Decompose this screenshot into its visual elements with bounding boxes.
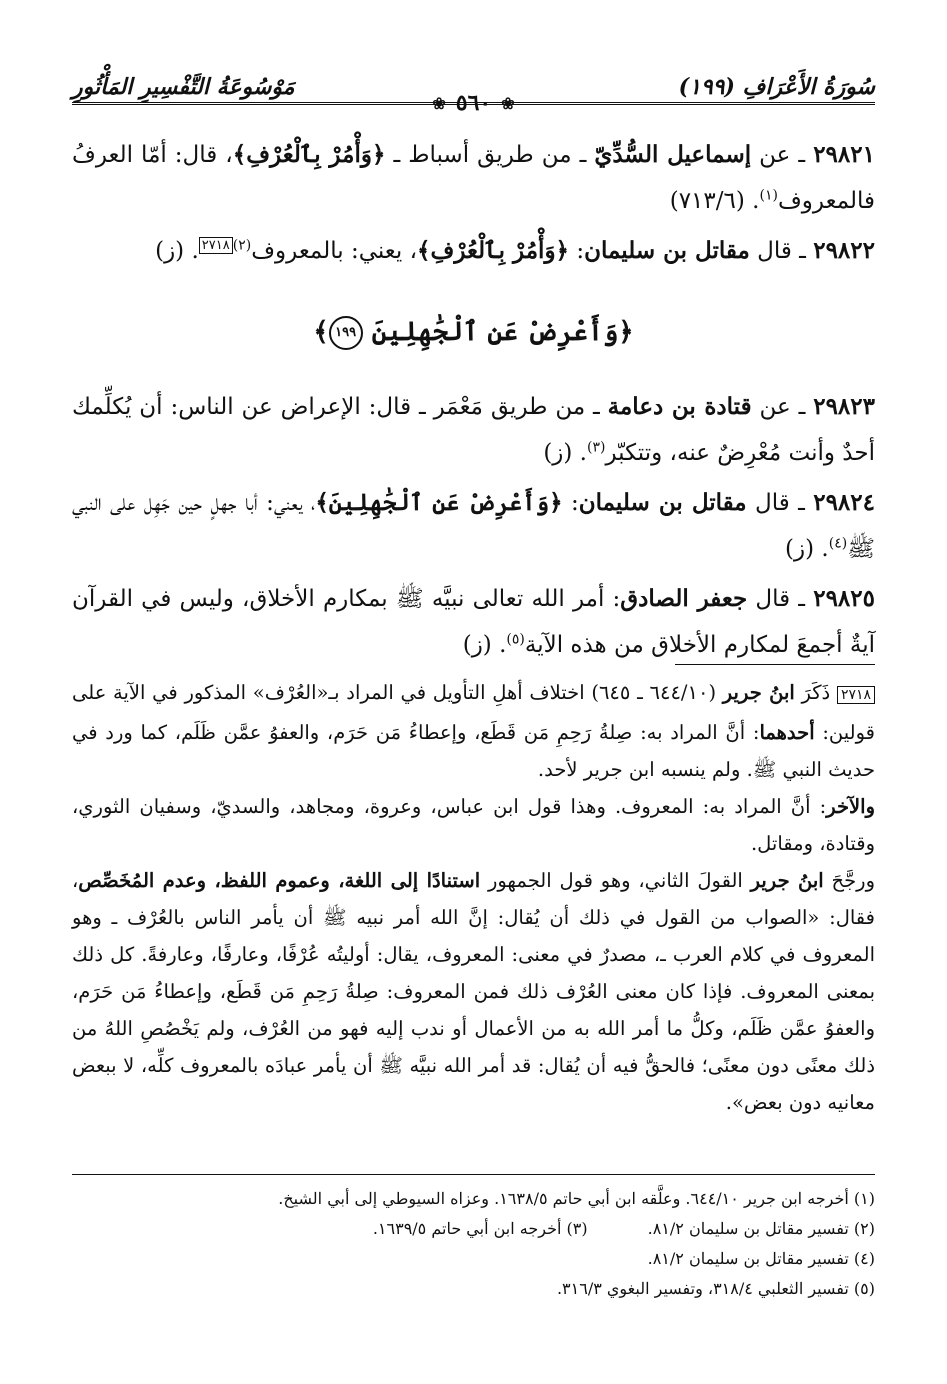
book-title: مَوْسُوعَةُ التَّفْسِيرِ المَأْثُورِ <box>72 74 295 100</box>
footnote-ref[interactable]: (٥) <box>506 631 525 648</box>
narration-29824 <box>72 480 875 572</box>
text: ، فقال: «الصواب من القول في ذلك أن يُقال: إنَّ الله أمر نبيه ﷺ أن يأمر الناس بالعُرْف ـ وهو المعروف في كلام العرب ـ، مصدرٌ في معنى: المعروف، يقال: أوليتُه عُرْفًا، وعارفًا، وعارفةً. كل ذلك بمعنى المعروف. فإذا كان معنى العُرْف ذلك فمن المعروف: صِلةُ رَحِمِ مَن قَطَع، وإعطاءُ مَن حَرَم، والعفوُ عمَّن ظَلَم، وكلُّ ما أمر الله به من الأعمال أو ندب إليه فهو من العُرْف، ولم يَخْصُصِ اللهُ من ذلك معنًى دون معنًى؛ فالحقُّ فيه أن يُقال: قد أمر الله نبيَّه ﷺ أن يأمر عبادَه بالمعروف كلِّه، لا ببعض معانيه دون بعض». <box>72 869 875 1114</box>
text: : أمر الله تعالى نبيَّه ﷺ بمكارم الأخلاق، وليس في القرآن آيةٌ أجمعَ لمكارم الأخلاق من هذه الآية <box>72 586 875 658</box>
footnote-row <box>72 1214 875 1244</box>
footnote-4: (٤) تفسير مقاتل بن سليمان ٨١/٢. <box>647 1249 875 1268</box>
commentary-divider <box>675 664 875 665</box>
quran-quote: ﴿وَأْمُرْ بِٱلْعُرْفِ﴾ <box>417 237 570 264</box>
footnotes-block <box>72 1184 875 1304</box>
commentary-block <box>72 674 875 1121</box>
commentary-para-3 <box>72 862 875 1121</box>
text: ـ من طريق أسباط ـ <box>385 142 595 168</box>
scholar-name: ابنُ جرير <box>722 681 795 704</box>
text: : <box>569 238 585 264</box>
commentary-para-2 <box>72 788 875 862</box>
text: . (ز) <box>462 632 507 658</box>
text: ، قال: أمّا العرفُ فالمعروف <box>72 142 875 214</box>
footnote-3: (٣) أخرجه ابن أبي حاتم ١٦٣٩/٥. <box>372 1219 588 1238</box>
commentary-number-box: ٢٧١٨ <box>837 686 875 704</box>
text: ـ من طريق مَعْمَر ـ قال: الإعراض عن الناس: أن يُكلِّمك أحدٌ وأنت مُعْرِضٌ عنه، وتتكبّر <box>72 394 875 466</box>
ornament-icon: ❀ <box>501 93 515 113</box>
scholar-name: ابنُ جرير <box>750 869 824 892</box>
narration-number: ٢٩٨٢٤ <box>813 489 875 516</box>
narrator-name: جعفر الصادق <box>620 585 748 612</box>
narration-29822 <box>72 228 875 274</box>
narration-29821 <box>72 132 875 224</box>
narration-number: ٢٩٨٢١ <box>813 141 875 168</box>
text: . (ز) <box>155 238 199 264</box>
narration-29823 <box>72 384 875 476</box>
text: : أنَّ المراد به: صِلةُ رَحِمِ مَن قَطَع، وإعطاءُ مَن حَرَم، والعفوُ عمَّن ظَلَم، كما ورد في حديث النبي ﷺ. ولم ينسبه ابن جرير لأحد. <box>72 721 875 781</box>
page-number: ٥٦٠ <box>455 90 492 116</box>
footnote-1: (١) أخرجه ابن جرير ٦٤٤/١٠. وعلَّقه ابن أبي حاتم ١٦٣٨/٥. وعزاه السيوطي إلى أبي الشيخ. <box>278 1189 875 1208</box>
second-view-label: والآخر <box>826 795 875 818</box>
text: ورجَّحَ <box>823 869 875 892</box>
narrations-block-2 <box>72 384 875 668</box>
ornament-icon: ❀ <box>432 93 446 113</box>
page-header <box>72 60 875 116</box>
text: القولَ الثاني، وهو قول الجمهور <box>480 869 751 892</box>
text: : أنَّ المراد به: المعروف. وهذا قول ابن عباس، وعروة، ومجاهد، والسديّ، وسفيان الثوري، وقتادة، ومقاتل. <box>72 795 875 855</box>
preference-reason: استنادًا إلى اللغة، وعموم اللفظ، وعدم المُخَصِّص <box>78 869 481 892</box>
narrator-name: قتادة بن دعامة <box>607 393 752 420</box>
surah-title: سُورَةُ الأَعْرَافِ (١٩٩) <box>678 74 875 100</box>
text: ـ قال <box>746 490 814 516</box>
text: . (٧١٣/٦) <box>669 188 760 214</box>
quran-quote: ﴿وَأْمُرْ بِٱلْعُرْفِ﴾ <box>232 141 386 168</box>
narrations-block-1 <box>72 132 875 274</box>
narration-number: ٢٩٨٢٥ <box>813 585 875 612</box>
footnote-2: (٢) تفسير مقاتل بن سليمان ٨١/٢. <box>647 1219 875 1238</box>
footnote-ref[interactable]: (٢) <box>232 237 252 254</box>
text: : <box>562 490 579 516</box>
text: (٦٤٤/١٠ ـ ٦٤٥) اختلاف أهلِ التأويل في المراد بـ«العُرْف» المذكور في الآية على قولين: <box>72 681 875 744</box>
ayah-close: ﴾ <box>313 317 329 347</box>
footnote-5: (٥) تفسير الثعلبي ٣١٨/٤، وتفسير البغوي ٣١٦/٣. <box>556 1279 875 1298</box>
text: ، يعني: أبا جهلٍ حين جَهِل على النبي ﷺ <box>72 490 875 562</box>
ayah-number-mark: ١٩٩ <box>329 316 363 350</box>
commentary-para-1 <box>72 674 875 788</box>
ayah-heading <box>72 316 875 350</box>
narration-number: ٢٩٨٢٢ <box>813 237 875 264</box>
text: . (ز) <box>543 440 587 466</box>
text: . (ز) <box>785 536 829 562</box>
text: ذَكَرَ <box>794 681 837 704</box>
text: ـ قال <box>747 586 814 612</box>
text: ، يعني: بالمعروف <box>251 238 418 264</box>
footnotes-divider <box>72 1174 875 1175</box>
header-divider <box>72 102 875 105</box>
first-view-label: أحدهما <box>759 721 815 744</box>
quran-quote: ﴿وَأَعْرِضْ عَنِ ٱلْجَٰهِلِينَ﴾ <box>315 489 563 516</box>
footnote-ref[interactable]: (٣) <box>587 439 606 456</box>
text: ـ قال <box>749 238 814 264</box>
narration-29825 <box>72 576 875 668</box>
text: ـ عن <box>751 142 814 168</box>
text: ـ عن <box>751 394 814 420</box>
footnote-ref[interactable]: (١) <box>759 187 778 204</box>
footnote-ref[interactable]: (٤) <box>828 535 848 552</box>
ayah-text: ﴿وَأَعْرِضْ عَنِ ٱلْجَٰهِلِينَ <box>371 317 634 347</box>
narrator-name: مقاتل بن سليمان <box>578 489 747 516</box>
narrator-name: إسماعيل السُّدِّيّ <box>594 141 752 168</box>
commentary-ref-box[interactable]: ٢٧١٨ <box>199 237 233 254</box>
narrator-name: مقاتل بن سليمان <box>584 237 750 264</box>
narration-number: ٢٩٨٢٣ <box>813 393 875 420</box>
